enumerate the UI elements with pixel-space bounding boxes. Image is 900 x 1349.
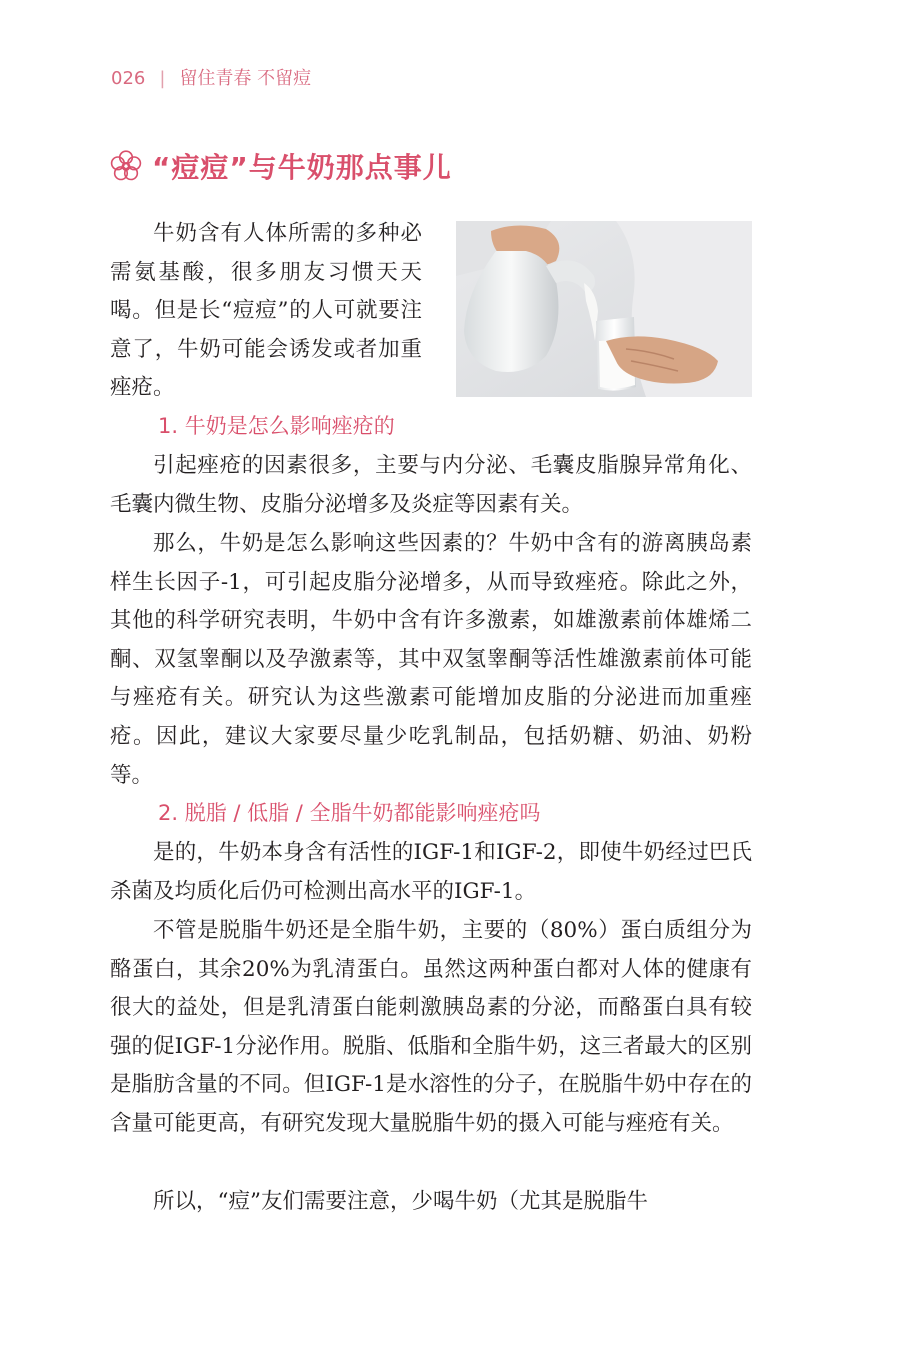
page-header (111, 64, 311, 90)
section-title: “痘痘”与牛奶那点事儿 (152, 151, 452, 184)
section-title-row (108, 146, 452, 186)
subsection-2-paragraph-1: 是的，牛奶本身含有活性的IGF-1和IGF-2，即使牛奶经过巴氏杀菌及均质化后仍可检测出高水平的IGF-1。 (110, 840, 752, 904)
subsection-1-heading: 1. 牛奶是怎么影响痤疮的 (158, 414, 395, 438)
subsection-2-paragraph-2: 不管是脱脂牛奶还是全脂牛奶，主要的（80%）蛋白质组分为酪蛋白，其余20%为乳清蛋白。虽然这两种蛋白都对人体的健康有很大的益处，但是乳清蛋白能刺激胰岛素的分泌，而酪蛋白具有较强的促IGF-1分泌作用。脱脂、低脂和全脂牛奶，这三者最大的区别是脂肪含量的不同。但IGF-1是水溶性的分子，在脱脂牛奶中存在的含量可能更高，有研究发现大量脱脂牛奶的摄入可能与痤疮有关。 (110, 918, 752, 1136)
header-separator: | (159, 68, 166, 89)
subsection-2-paragraph-3: 所以，“痘”友们需要注意，少喝牛奶（尤其是脱脂牛 (153, 1189, 648, 1214)
flower-icon (108, 148, 144, 184)
subsection-2-heading: 2. 脱脂 / 低脂 / 全脂牛奶都能影响痤疮吗 (158, 801, 541, 825)
milk-pouring-photo (456, 221, 752, 397)
intro-paragraph: 牛奶含有人体所需的多种必需氨基酸，很多朋友习惯天天喝。但是长“痘痘”的人可就要注意了，牛奶可能会诱发或者加重痤疮。 (110, 221, 422, 401)
page-number: 026 (111, 68, 146, 89)
subsection-1-paragraph-1: 引起痤疮的因素很多，主要与内分泌、毛囊皮脂腺异常角化、毛囊内微生物、皮脂分泌增多及炎症等因素有关。 (110, 453, 752, 517)
subsection-1-paragraph-2: 那么，牛奶是怎么影响这些因素的？牛奶中含有的游离胰岛素样生长因子-1，可引起皮脂分泌增多，从而导致痤疮。除此之外，其他的科学研究表明，牛奶中含有许多激素，如雄激素前体雄烯二酮、双氢睾酮以及孕激素等，其中双氢睾酮等活性雄激素前体可能与痤疮有关。研究认为这些激素可能增加皮脂的分泌进而加重痤疮。因此，建议大家要尽量少吃乳制品，包括奶糖、奶油、奶粉等。 (110, 531, 752, 788)
book-title: 留住青春 不留痘 (179, 68, 312, 89)
